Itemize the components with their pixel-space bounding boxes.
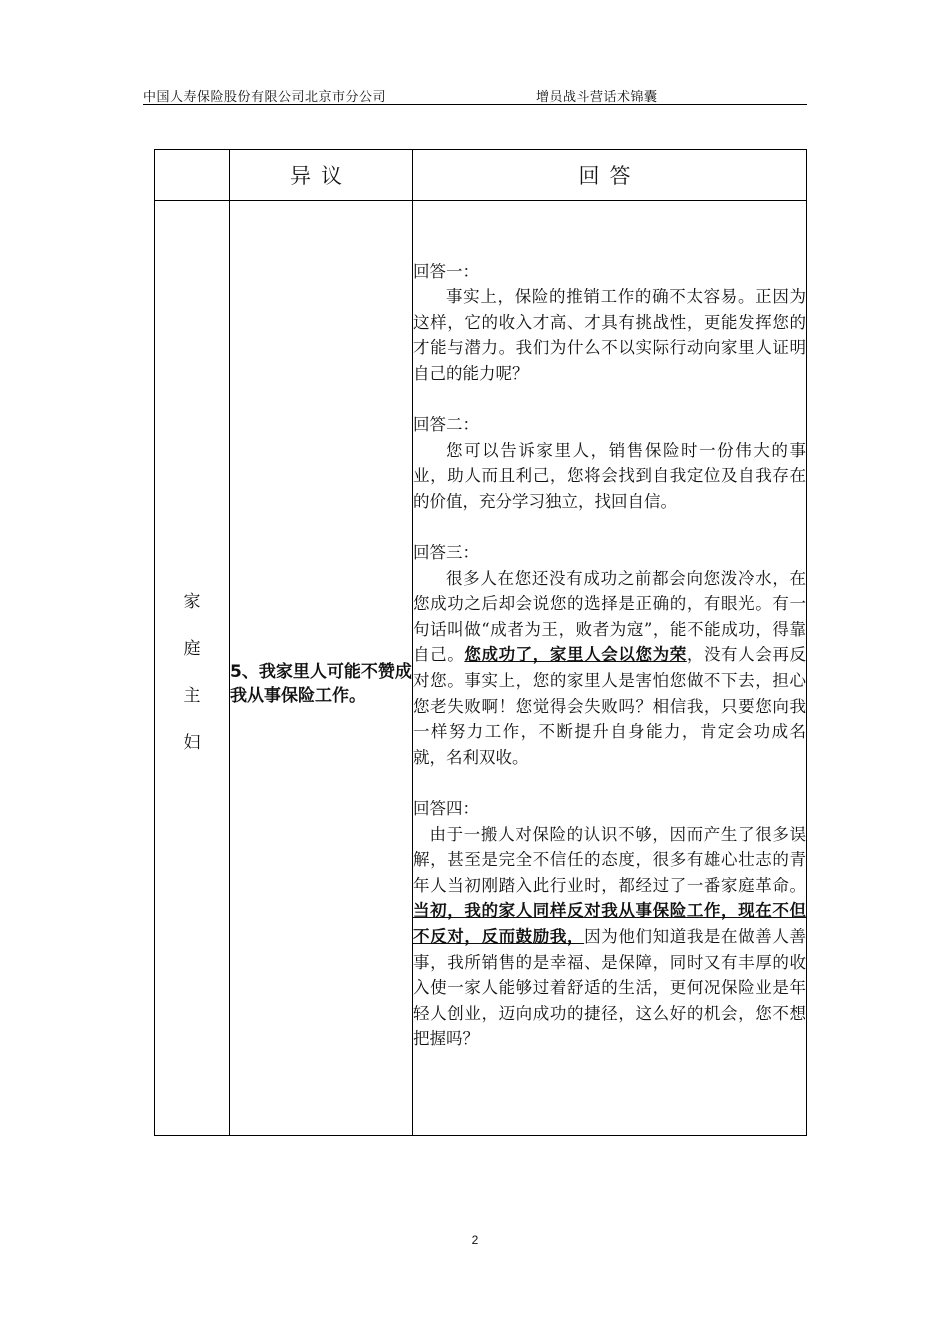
header-cell-category	[155, 150, 230, 201]
answer-text-run: 因为他们知道我是在做善人善事，我所销售的是幸福、是保障，同时又有丰厚的收入使一家人能够过着舒适的生活，更何况保险业是年轻人创业，迈向成功的捷径，这么好的机会，您不想把握吗？	[413, 926, 807, 1049]
answer-block-1	[413, 259, 806, 387]
answer-text	[413, 284, 806, 386]
header-rule	[143, 104, 807, 105]
answer-text	[413, 566, 806, 771]
page-number: 2	[471, 1233, 479, 1247]
answers-cell	[413, 201, 807, 1136]
objection-answer-table	[154, 149, 807, 1136]
objection-text: 5、我家里人可能不赞成我从事保险工作。	[230, 662, 412, 706]
table-header-row	[155, 150, 807, 201]
answer-title: 回答二：	[413, 415, 479, 435]
header-doc-title: 增员战斗营话术锦囊	[536, 90, 658, 105]
category-char: 家	[183, 592, 201, 612]
table-row	[155, 201, 807, 1136]
answer-text	[413, 438, 806, 515]
header-cell-objection: 异议	[230, 150, 413, 201]
answer-title: 回答一：	[413, 261, 479, 281]
category-char: 主	[183, 686, 201, 706]
answer-title: 回答三：	[413, 543, 479, 563]
objection-cell	[230, 201, 413, 1136]
answer-text-run: 您可以告诉家里人，销售保险时一份伟大的事业，助人而且利己，您将会找到自我定位及自我存在的价值，充分学习独立，找回自信。	[413, 440, 806, 511]
category-char: 庭	[183, 639, 201, 659]
category-char: 妇	[183, 733, 201, 753]
page-header	[143, 86, 807, 106]
answer-text-run: 由于一搬人对保险的认识不够，因而产生了很多误解，甚至是完全不信任的态度，很多有雄心壮志的青年人当初刚踏入此行业时，都经过了一番家庭革命。	[413, 824, 806, 895]
category-cell	[155, 201, 230, 1136]
answer-block-3	[413, 540, 806, 770]
emphasized-text: 您成功了，家里人会以您为荣	[464, 645, 687, 665]
answer-title: 回答四：	[413, 798, 479, 818]
emphasized-text: 当初，我的家人同样反对我从事保险工作，现在不但不反对，反而鼓励我，	[413, 901, 806, 946]
answer-text-run: 事实上，保险的推销工作的确不太容易。正因为这样，它的收入才高、才具有挑战性，更能发挥您的才能与潜力。我们为什么不以实际行动向家里人证明自己的能力呢？	[413, 287, 806, 383]
answer-block-2	[413, 412, 806, 514]
answer-text	[413, 822, 806, 1052]
header-company: 中国人寿保险股份有限公司北京市分公司	[143, 90, 387, 105]
answer-text-run: ，没有人会再反对您。事实上，您的家里人是害怕您做不下去，担心您老失败啊！您觉得会失败吗？相信我，只要您向我一样努力工作，不断提升自身能力，肯定会功成名就，名利双收。	[413, 645, 807, 767]
answer-block-4	[413, 796, 806, 1052]
header-cell-answer: 回答	[413, 150, 807, 201]
answer-text-run: 很多人在您还没有成功之前都会向您泼冷水，在您成功之后却会说您的选择是正确的，有眼光。有一句话叫做“成者为王，败者为寇”，能不能成功，得靠自己。	[413, 568, 806, 665]
